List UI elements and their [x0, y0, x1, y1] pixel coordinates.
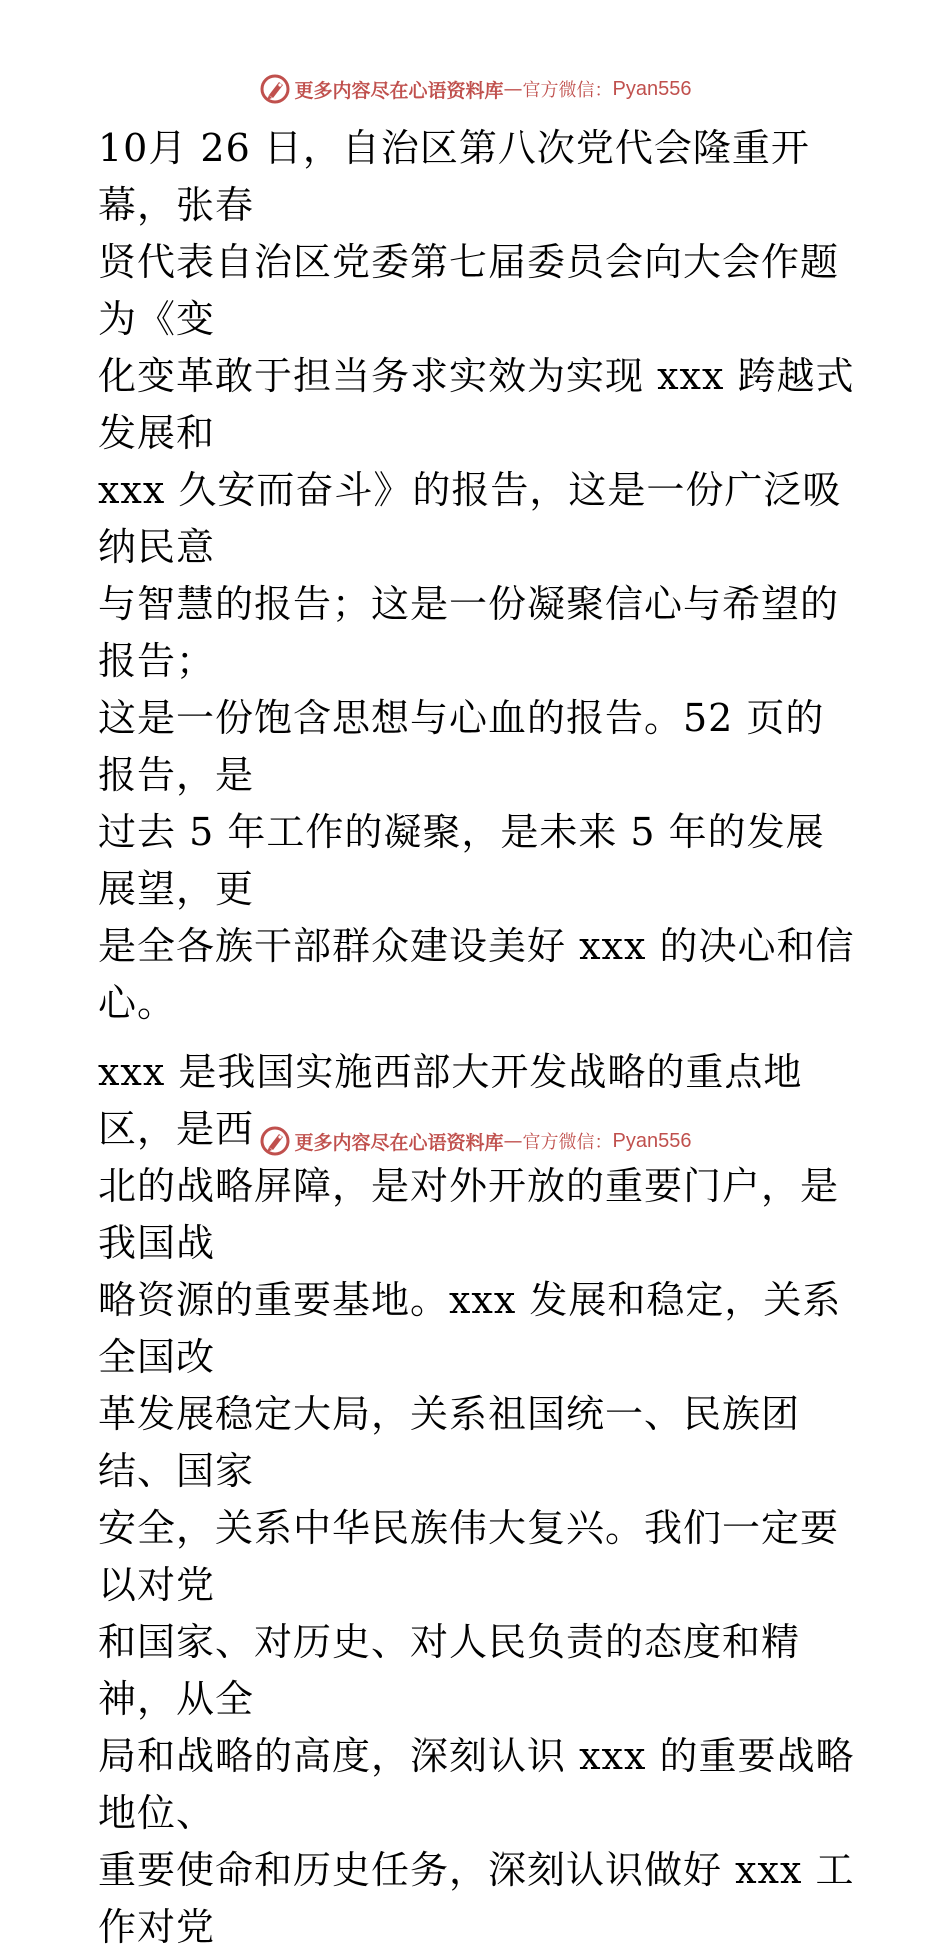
banner-brand-text: 更多内容尽在心语资料库	[294, 1131, 504, 1154]
footer-banner	[0, 1124, 950, 1158]
document-body	[98, 120, 858, 1956]
paragraph-1: 10月 26 日，自治区第八次党代会隆重开幕，张春 贤代表自治区党委第七届委员会向大会作题为《变 化变革敢于担当务求实效为实现 xxx 跨越式发展和 xxx 久安而奋斗》的报告，这是一份广泛吸纳民意 与智慧的报告；这是一份凝聚信心与希望的报告； 这是一份饱含思想与心血的报告。52 页的报告，是 过去 5 年工作的凝聚，是未来 5 年的发展展望，更 是全各族干部群众建设美好 xxx 的决心和信心。	[98, 126, 855, 1025]
banner-separator: —	[503, 1130, 523, 1152]
banner-wechat-label: 官方微信：	[522, 80, 613, 101]
header-banner	[0, 72, 950, 106]
banner-wechat-account: Pyan556	[612, 77, 692, 100]
pen-nib-logo-icon	[259, 1125, 291, 1157]
paragraph-2: xxx 是我国实施西部大开发战略的重点地区，是西 北的战略屏障，是对外开放的重要门户，是我国战 略资源的重要基地。xxx 发展和稳定，关系全国改 革发展稳定大局，关系祖国统一、民族团结、国家 安全，关系中华民族伟大复兴。我们一定要以对党 和国家、对历史、对人民负责的态度和精神，从全 局和战略的高度，深刻认识 xxx 的重要战略地位、 重要使命和历史任务，深刻认识做好 xxx 工作对党	[98, 1050, 855, 1949]
pen-nib-logo-icon	[259, 73, 291, 105]
banner-separator: —	[503, 78, 523, 100]
banner-wechat-account: Pyan556	[612, 1129, 692, 1152]
banner-brand-text: 更多内容尽在心语资料库	[294, 79, 504, 102]
banner-wechat-label: 官方微信：	[522, 1132, 613, 1153]
